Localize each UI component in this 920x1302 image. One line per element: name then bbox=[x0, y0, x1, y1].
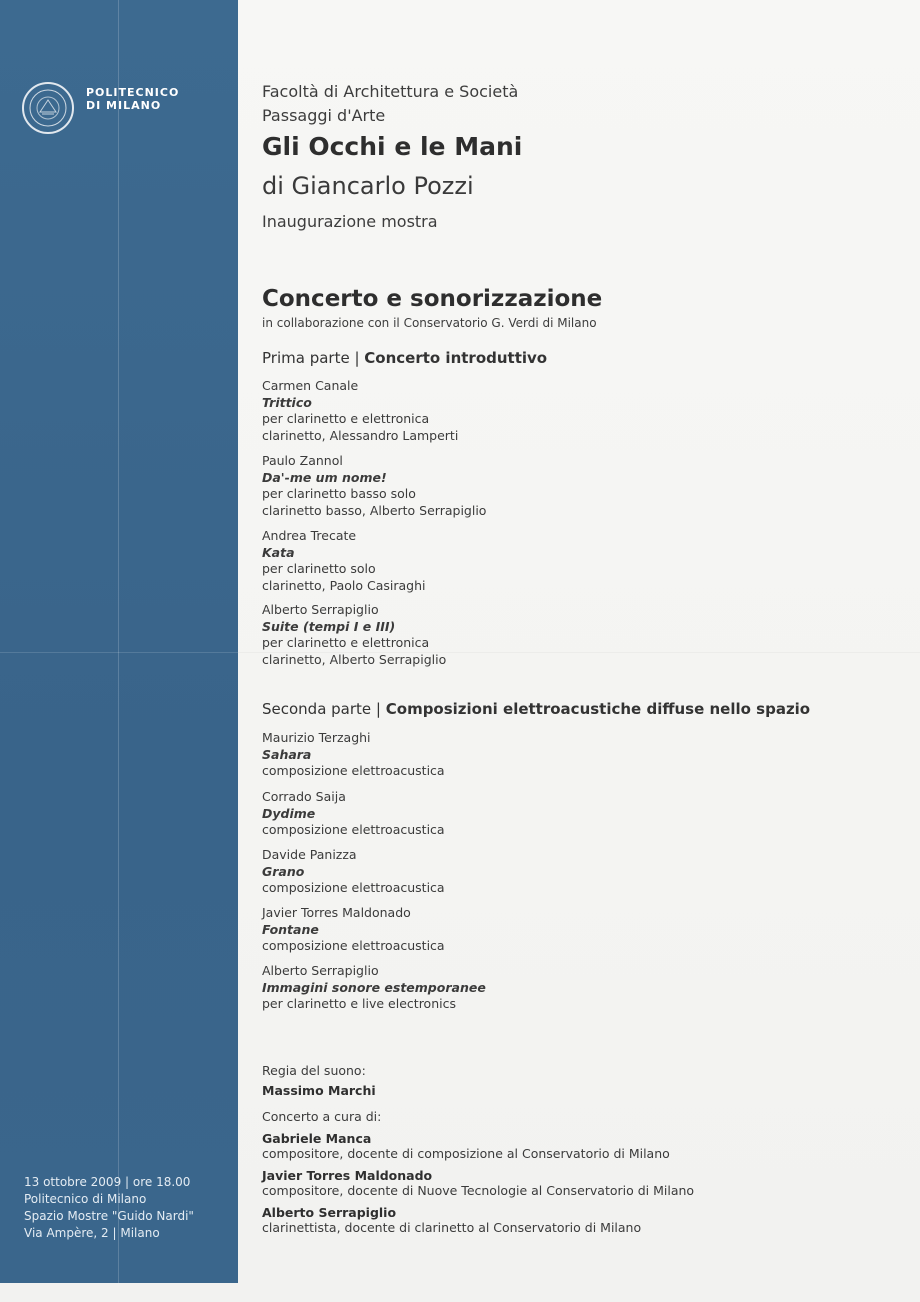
program-item bbox=[262, 730, 445, 780]
program-item bbox=[262, 789, 445, 839]
event-address: Via Ampère, 2 | Milano bbox=[24, 1226, 160, 1240]
composer-name: Corrado Saija bbox=[262, 789, 346, 804]
composer-name: Paulo Zannol bbox=[262, 453, 343, 468]
fold-line bbox=[0, 652, 238, 653]
curator-name: Gabriele Manca bbox=[262, 1131, 372, 1146]
composer-name: Davide Panizza bbox=[262, 847, 357, 862]
sound-director-name: Massimo Marchi bbox=[262, 1083, 376, 1098]
composer-name: Alberto Serrapiglio bbox=[262, 602, 379, 617]
work-title: Dydime bbox=[262, 805, 316, 821]
event-date-time: 13 ottobre 2009 | ore 18.00 bbox=[24, 1175, 191, 1189]
work-detail: composizione elettroacustica bbox=[262, 763, 445, 778]
work-detail: per clarinetto e live electronics bbox=[262, 996, 456, 1011]
work-detail: per clarinetto e elettronica bbox=[262, 635, 430, 650]
collaboration-note: in collaborazione con il Conservatorio G. Verdi di Milano bbox=[262, 316, 597, 330]
logo-line: POLITECNICO bbox=[86, 86, 180, 99]
work-title: Trittico bbox=[262, 394, 312, 410]
exhibition-artist: di Giancarlo Pozzi bbox=[262, 172, 474, 200]
performer: clarinetto, Paolo Casiraghi bbox=[262, 577, 426, 593]
program-item bbox=[262, 528, 426, 594]
event-details bbox=[24, 1174, 194, 1242]
part-two-heading bbox=[262, 700, 810, 718]
program-item bbox=[262, 905, 445, 955]
university-seal-icon bbox=[22, 82, 74, 134]
curator-name: Javier Torres Maldonado bbox=[262, 1168, 433, 1183]
performer: clarinetto, Alberto Serrapiglio bbox=[262, 651, 447, 667]
composer-name: Javier Torres Maldonado bbox=[262, 905, 411, 920]
curated-by-label: Concerto a cura di: bbox=[262, 1109, 382, 1124]
curator-role: compositore, docente di composizione al Conservatorio di Milano bbox=[262, 1146, 670, 1161]
program-item bbox=[262, 963, 486, 1013]
concert-title: Concerto e sonorizzazione bbox=[262, 286, 603, 312]
composer-name: Alberto Serrapiglio bbox=[262, 963, 379, 978]
event-venue: Politecnico di Milano bbox=[24, 1192, 147, 1206]
performer: clarinetto basso, Alberto Serrapiglio bbox=[262, 502, 487, 518]
curator-role: compositore, docente di Nuove Tecnologie al Conservatorio di Milano bbox=[262, 1183, 695, 1198]
work-detail: per clarinetto solo bbox=[262, 561, 376, 576]
sound-direction-label: Regia del suono: bbox=[262, 1063, 366, 1078]
composer-name: Carmen Canale bbox=[262, 378, 359, 393]
work-detail: per clarinetto basso solo bbox=[262, 486, 416, 501]
composer-name: Andrea Trecate bbox=[262, 528, 357, 543]
part-label: Prima parte | bbox=[262, 349, 365, 367]
work-detail: composizione elettroacustica bbox=[262, 880, 445, 895]
work-detail: composizione elettroacustica bbox=[262, 938, 445, 953]
work-title: Da'-me um nome! bbox=[262, 469, 387, 485]
work-title: Suite (tempi I e III) bbox=[262, 618, 396, 634]
work-detail: composizione elettroacustica bbox=[262, 822, 445, 837]
fold-line bbox=[118, 0, 119, 1283]
inauguration-label: Inaugurazione mostra bbox=[262, 212, 438, 231]
curator-name: Alberto Serrapiglio bbox=[262, 1205, 397, 1220]
composer-name: Maurizio Terzaghi bbox=[262, 730, 371, 745]
program-item bbox=[262, 847, 445, 897]
event-room: Spazio Mostre "Guido Nardi" bbox=[24, 1209, 194, 1223]
performer: clarinetto, Alessandro Lamperti bbox=[262, 427, 459, 443]
series-name: Passaggi d'Arte bbox=[262, 106, 386, 125]
work-title: Kata bbox=[262, 544, 295, 560]
program-item bbox=[262, 602, 446, 668]
program-item bbox=[262, 453, 486, 519]
work-detail: per clarinetto e elettronica bbox=[262, 411, 430, 426]
program-item bbox=[262, 378, 458, 444]
part-title: Composizioni elettroacustiche diffuse nello spazio bbox=[385, 700, 811, 718]
sidebar-band bbox=[0, 0, 238, 1283]
curator-role: clarinettista, docente di clarinetto al Conservatorio di Milano bbox=[262, 1220, 642, 1235]
work-title: Immagini sonore estemporanee bbox=[262, 979, 486, 995]
faculty-name: Facoltà di Architettura e Società bbox=[262, 82, 519, 101]
work-title: Fontane bbox=[262, 921, 319, 937]
work-title: Sahara bbox=[262, 746, 312, 762]
part-label: Seconda parte | bbox=[262, 700, 386, 718]
part-one-heading bbox=[262, 349, 547, 367]
exhibition-title: Gli Occhi e le Mani bbox=[262, 132, 523, 161]
logo-line: DI MILANO bbox=[86, 99, 162, 112]
fold-line bbox=[238, 652, 920, 653]
university-logo-text bbox=[86, 86, 179, 112]
work-title: Grano bbox=[262, 863, 305, 879]
part-title: Concerto introduttivo bbox=[364, 349, 548, 367]
